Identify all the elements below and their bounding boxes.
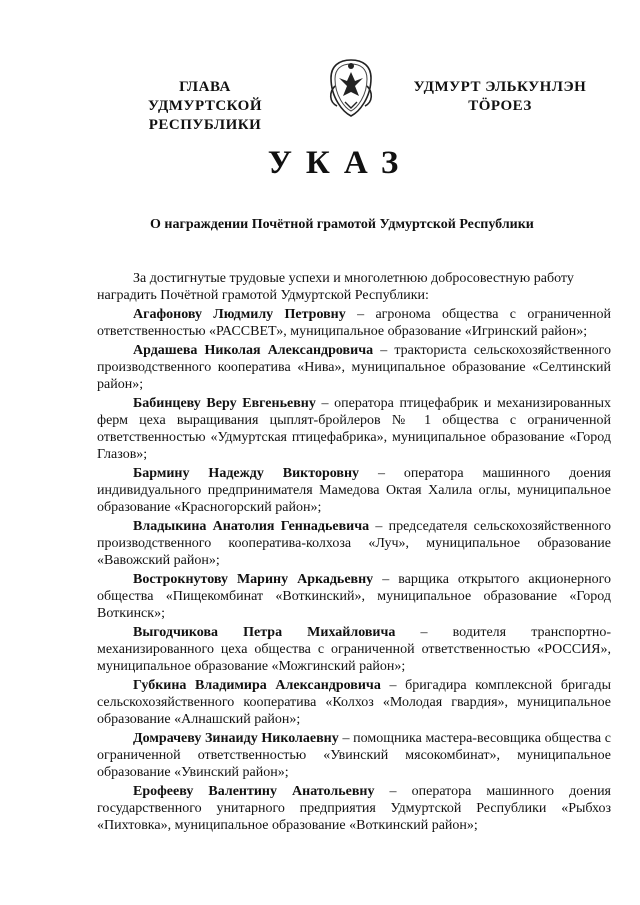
awardee-text: – бригадира комплексной бригады сельскохозяйственного кооператива «Колхоз «Молодая гвардия», муниципальное образование «Алнашский район»; [97,678,611,727]
awardee-name: Домрачеву Зинаиду Николаевну [133,731,339,746]
header-left-line1: ГЛАВА [179,79,231,95]
awardee-item [97,730,611,781]
intro-line2: наградить Почётной грамотой Удмуртской Республики: [97,288,429,303]
awardee-name: Агафонову Людмилу Петровну [133,307,346,322]
header-right-line1: УДМУРТ ЭЛЬКУНЛЭН [413,79,587,95]
awardee-item [97,395,611,463]
awardee-text: – помощника мастера-весовщика общества с ограниченной ответственностью «Увинский мясокомбинат», муниципальное образование «Увинский район»; [97,731,611,780]
awardee-item [97,518,611,569]
awardee-name: Выгодчикова Петра Михайловича [133,625,396,640]
awardee-name: Владыкина Анатолия Геннадьевича [133,519,370,534]
decree-subject: О награждении Почётной грамотой Удмуртской Республики [150,217,534,232]
awardee-name: Бабинцеву Веру Евгеньевну [133,396,316,411]
intro [97,270,611,304]
awardee-text: – оператора птицефабрик и механизированных ферм цеха выращивания цыплят-бройлеров № 1 общества с ограниченной ответственностью «Удмуртская птицефабрика», муниципальное образование «Город Глазов»; [97,396,612,462]
awardee-text: – тракториста сельскохозяйственного производственного кооператива «Нива», муниципальное образование «Селтинский район»; [97,343,612,392]
coat-of-arms-icon [325,56,377,120]
awardee-name: Губкина Владимира Александровича [133,678,381,693]
header-left-line2: УДМУРТСКОЙ РЕСПУБЛИКИ [148,98,262,133]
awardee-item [97,306,611,340]
header-right-line2: ТÖРОЕЗ [468,98,532,114]
awardee-text: – оператора машинного доения индивидуального предпринимателя Мамедова Октая Халила оглы, муниципальное образование «Красногорский район»; [97,466,611,515]
awardee-name: Ардашева Николая Александровича [133,343,374,358]
awardee-text: – оператора машинного доения государственного унитарного предприятия Удмуртской Республики «Рыбхоз «Пихтовка», муниципальное образование «Воткинский район»; [97,784,611,833]
awardee-text: – варщика открытого акционерного общества «Пищекомбинат «Воткинский», муниципальное образование «Город Воткинск»; [97,572,612,621]
intro-line1: За достигнутые трудовые успехи и многолетнюю добросовестную работу [133,271,574,286]
awardee-item [97,465,611,516]
awardee-list [97,306,611,834]
awardee-name: Ерофееву Валентину Анатольевну [133,784,375,799]
decree-body [97,270,611,834]
awardee-item [97,783,611,834]
header-left [90,78,320,135]
awardee-item [97,677,611,728]
awardee-text: – председателя сельскохозяйственного производственного кооператива-колхоза «Луч», муниципальное образование «Вавожский район»; [97,519,611,568]
awardee-item [97,342,611,393]
awardee-name: Вострокнутову Марину Аркадьевну [133,572,374,587]
awardee-item [97,624,611,675]
header-right [400,78,600,116]
awardee-text: – агронома общества с ограниченной ответственностью «РАССВЕТ», муниципальное образование «Игринский район»; [97,307,611,339]
awardee-text: – водителя транспортно-механизированного цеха общества с ограниченной ответственностью «РОССИЯ», муниципальное образование «Можгинский район»; [97,625,611,674]
decree-title: УКАЗ [267,145,413,181]
awardee-name: Бармину Надежду Викторовну [133,466,360,481]
awardee-item [97,571,611,622]
